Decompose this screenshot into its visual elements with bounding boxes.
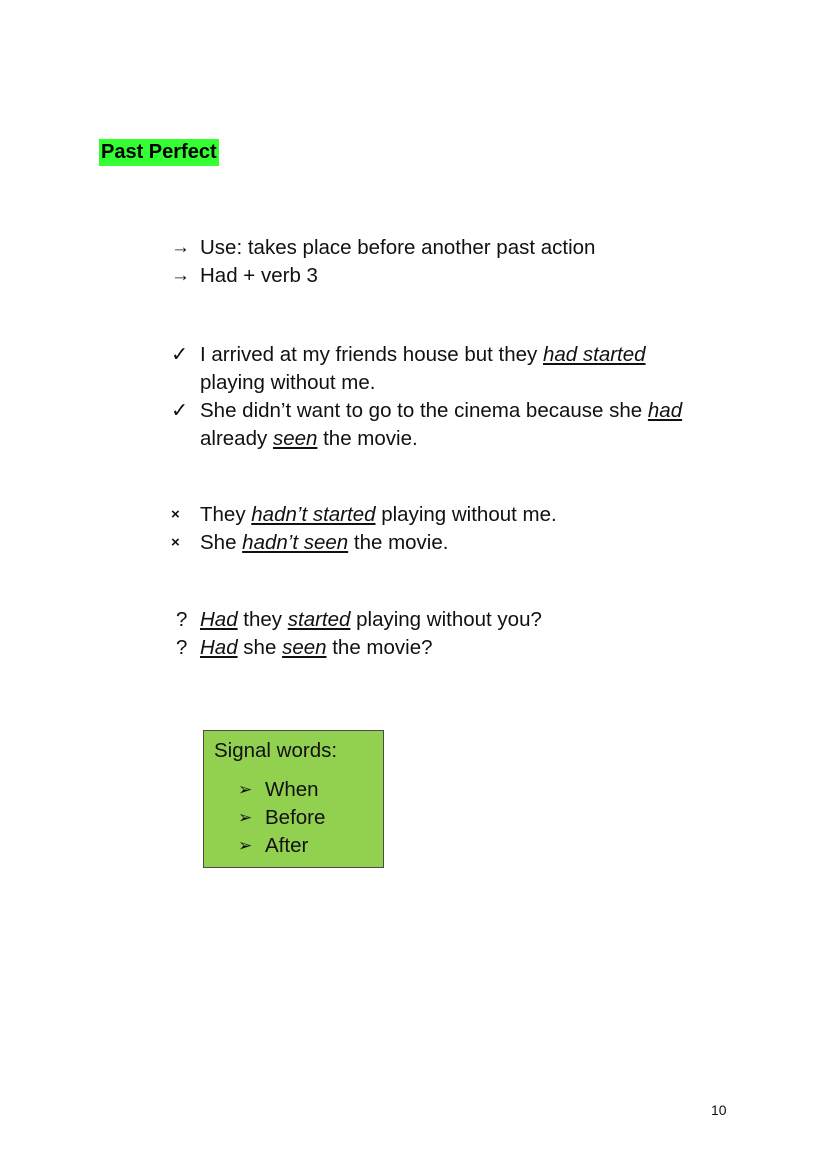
- cross-icon: ×: [171, 534, 180, 551]
- verb-phrase: hadn’t seen: [242, 531, 349, 554]
- positive-examples: [171, 341, 683, 453]
- signal-words-box: Signal words: ➢ When ➢ Before ➢ After: [203, 730, 384, 868]
- verb-phrase: Had: [200, 636, 238, 659]
- sentence-continuation: playing without me.: [200, 371, 376, 394]
- verb-phrase: started: [287, 608, 351, 631]
- verb-phrase: seen: [272, 427, 318, 450]
- sentence-continuation: already seen the movie.: [200, 427, 418, 450]
- verb-phrase: had started: [542, 343, 646, 366]
- arrow-right-icon: →: [171, 237, 190, 258]
- signal-words-title: Signal words:: [214, 739, 338, 762]
- sentence-text: She didn’t want to go to the cinema because she: [200, 399, 648, 422]
- verb-phrase: Had: [200, 608, 238, 631]
- rule-text: Had + verb 3: [200, 264, 318, 287]
- verb-phrase: had: [647, 399, 683, 422]
- rule-text: Use: takes place before another past action: [200, 236, 596, 259]
- verb-phrase: seen: [282, 636, 327, 659]
- sentence-text: I arrived at my friends house but they: [200, 343, 543, 366]
- arrowhead-bullet-icon: ➢: [238, 836, 253, 855]
- page-number: 10: [711, 1102, 727, 1118]
- question-mark-icon: ?: [176, 608, 188, 631]
- positive-sentence: [171, 341, 646, 369]
- check-icon: ✓: [171, 399, 189, 422]
- verb-phrase: hadn’t started: [251, 503, 376, 526]
- arrowhead-bullet-icon: ➢: [238, 808, 253, 827]
- arrowhead-bullet-icon: ➢: [238, 780, 253, 799]
- cross-icon: ×: [171, 506, 180, 523]
- positive-sentence: [171, 397, 683, 425]
- check-icon: ✓: [171, 343, 189, 366]
- page-title: Past Perfect: [99, 139, 219, 166]
- question-mark-icon: ?: [176, 636, 188, 659]
- arrow-right-icon: →: [171, 265, 190, 286]
